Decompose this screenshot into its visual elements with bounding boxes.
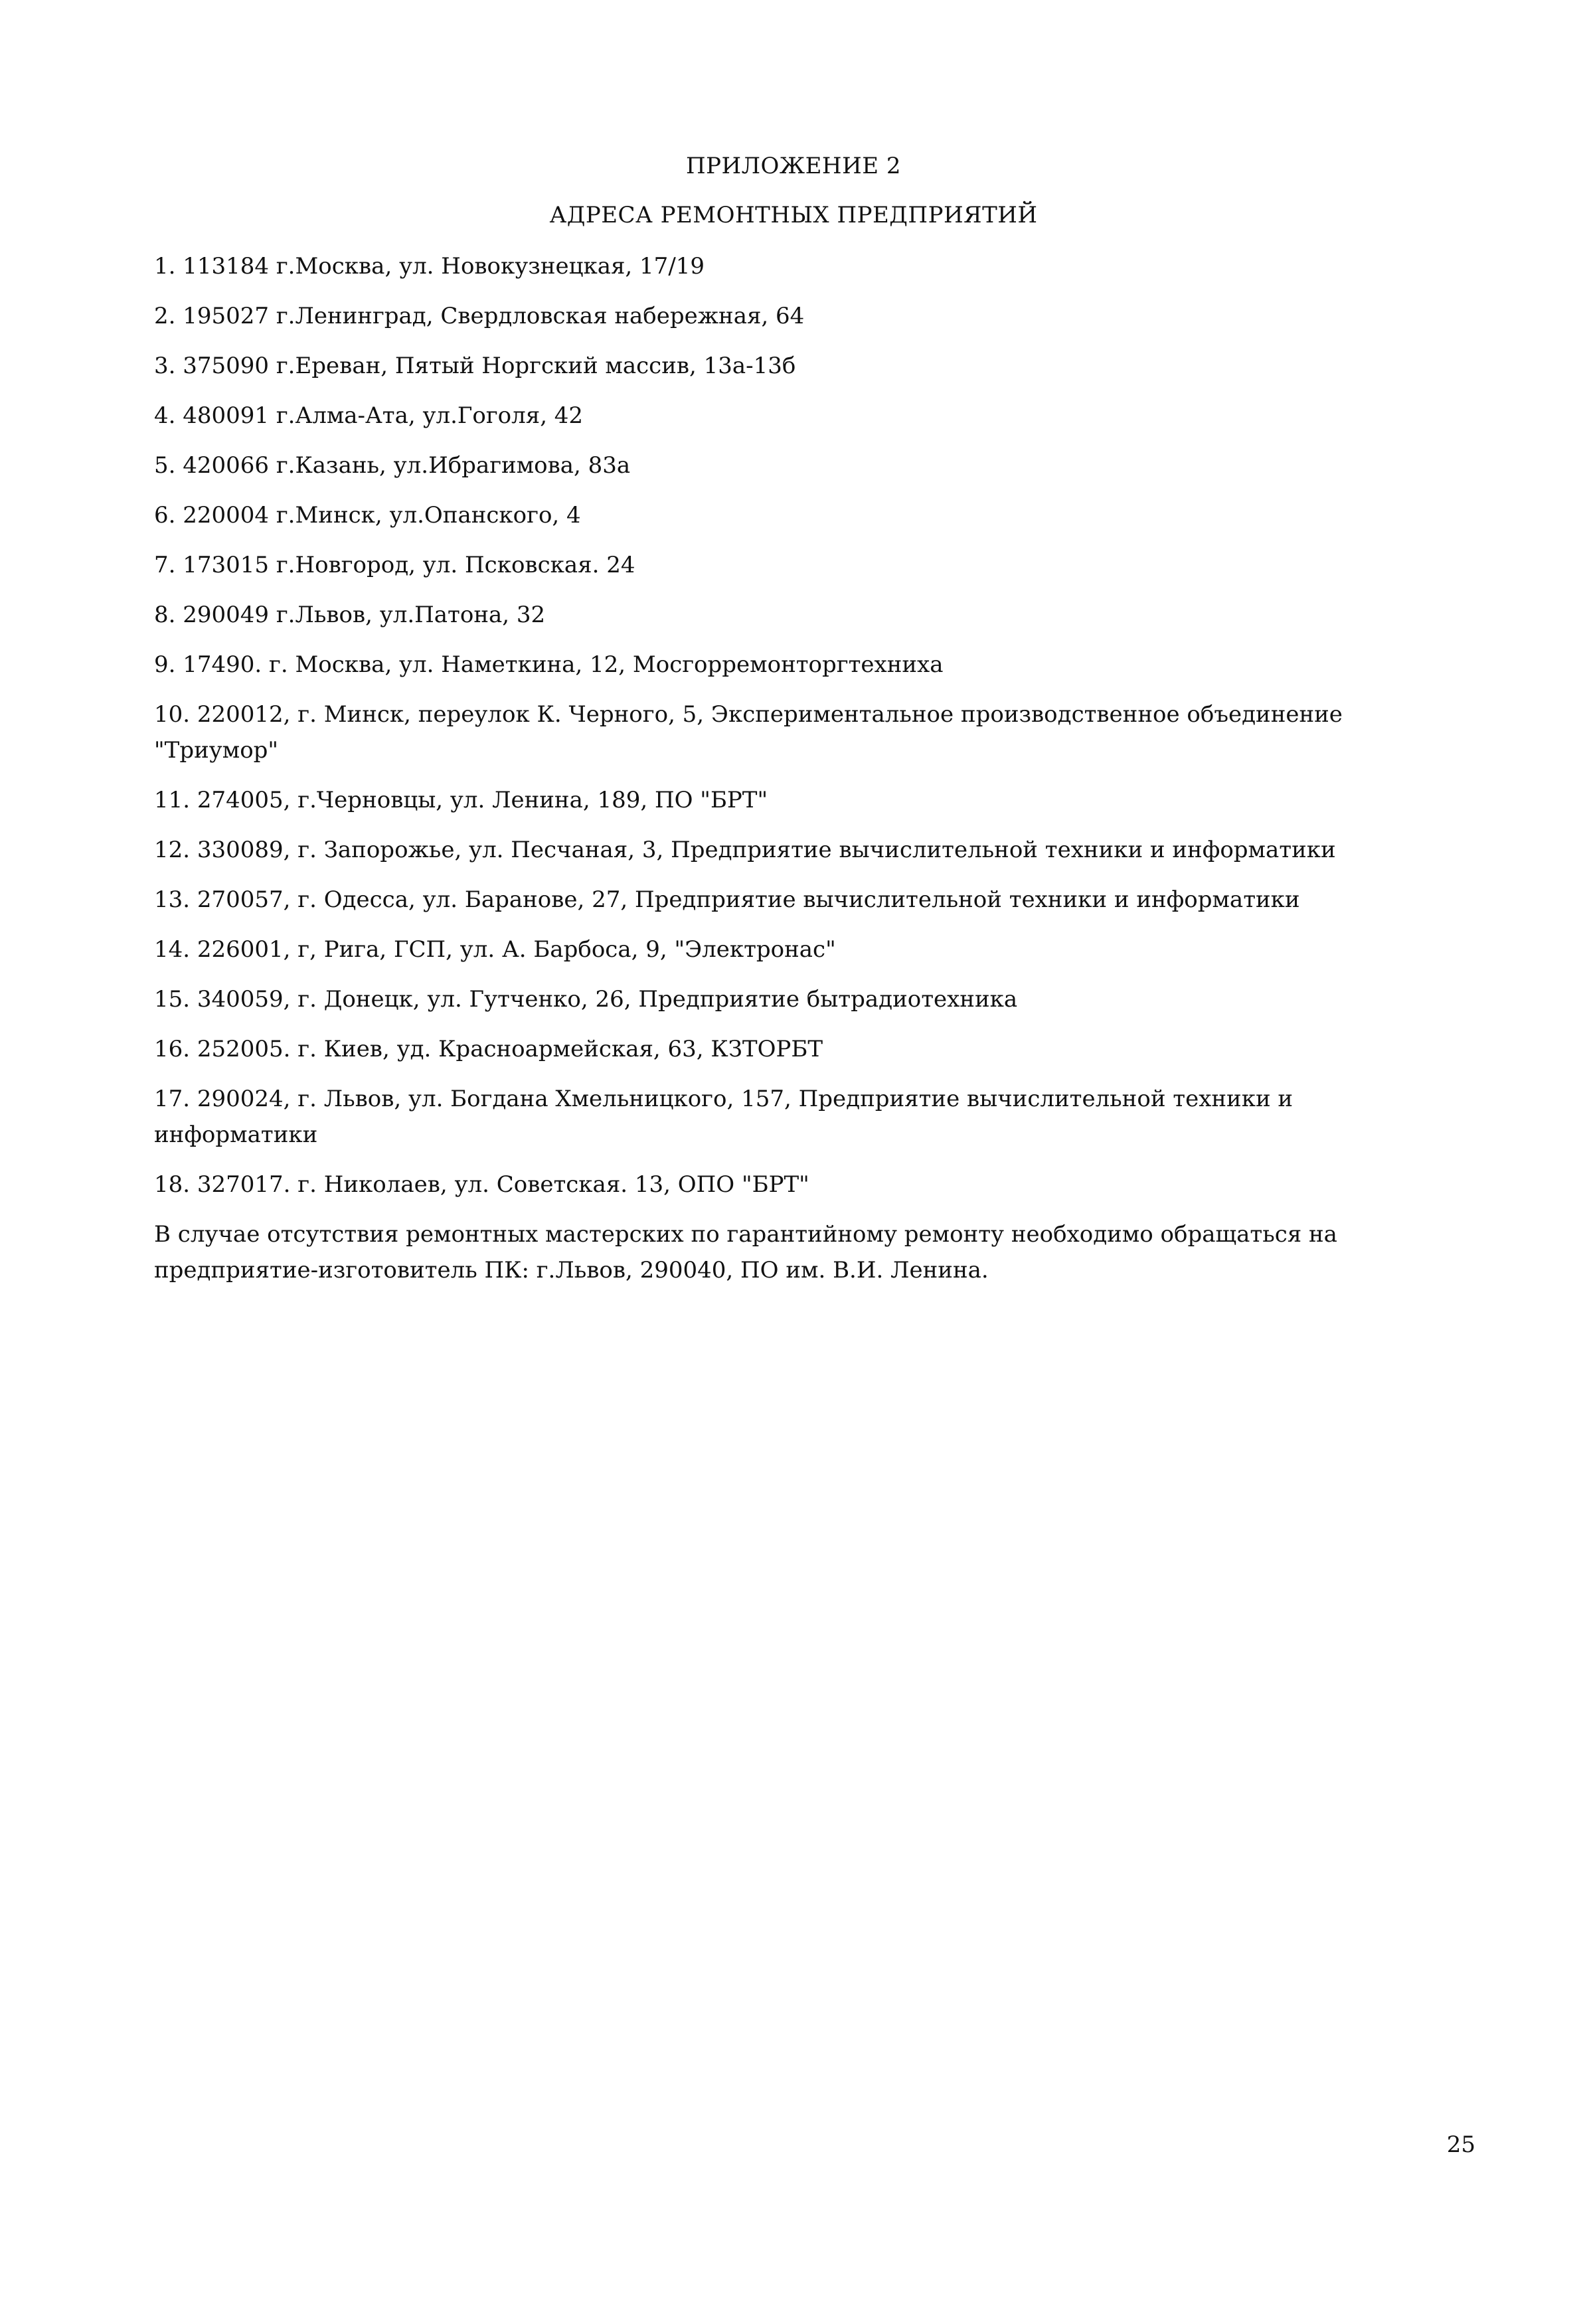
list-item: 9. 17490. г. Москва, ул. Наметкина, 12, Мосгорремонторгтехниха bbox=[154, 651, 944, 678]
list-item: 10. 220012, г. Минск, переулок К. Черного, 5, Экспериментальное производственное объединение "Триумор" bbox=[154, 701, 1343, 764]
list-item: 11. 274005, г.Черновцы, ул. Ленина, 189, ПО "БРТ" bbox=[154, 787, 768, 813]
list-item: 8. 290049 г.Львов, ул.Патона, 32 bbox=[154, 602, 546, 628]
list-item: 14. 226001, г, Рига, ГСП, ул. А. Барбоса, 9, "Электронас" bbox=[154, 936, 836, 963]
list-item: 15. 340059, г. Донецк, ул. Гутченко, 26, Предприятие бытрадиотехника bbox=[154, 986, 1018, 1013]
list-item: 1. 113184 г.Москва, ул. Новокузнецкая, 17/19 bbox=[154, 253, 705, 280]
address-list bbox=[154, 248, 1442, 1288]
list-item: 16. 252005. г. Киев, уд. Красноармейская, 63, КЗТОРБТ bbox=[154, 1036, 823, 1062]
list-item: 18. 327017. г. Николаев, ул. Советская. 13, ОПО "БРТ" bbox=[154, 1171, 809, 1198]
list-item: 3. 375090 г.Ереван, Пятый Норгский массив, 13а-13б bbox=[154, 353, 796, 379]
list-item: 6. 220004 г.Минск, ул.Опанского, 4 bbox=[154, 502, 581, 529]
page-number: 25 bbox=[1446, 2131, 1475, 2158]
list-item: 5. 420066 г.Казань, ул.Ибрагимова, 83а bbox=[154, 452, 631, 479]
warranty-note: В случае отсутствия ремонтных мастерских по гарантийному ремонту необходимо обращаться на предприятие-изготовитель ПК: г.Львов, 290040, ПО им. В.И. Ленина. bbox=[154, 1221, 1337, 1284]
list-item: 2. 195027 г.Ленинград, Свердловская набережная, 64 bbox=[154, 303, 805, 329]
list-item: 7. 173015 г.Новгород, ул. Псковская. 24 bbox=[154, 552, 635, 578]
appendix-heading: ПРИЛОЖЕНИЕ 2 bbox=[685, 153, 901, 179]
list-item: 12. 330089, г. Запорожье, ул. Песчаная, 3, Предприятие вычислительной техники и информатики bbox=[154, 837, 1336, 863]
list-item: 4. 480091 г.Алма-Ата, ул.Гоголя, 42 bbox=[154, 402, 584, 429]
list-item: 13. 270057, г. Одесса, ул. Баранове, 27, Предприятие вычислительной техники и информатики bbox=[154, 886, 1300, 913]
page-title: АДРЕСА РЕМОНТНЫХ ПРЕДПРИЯТИЙ bbox=[549, 202, 1038, 228]
list-item: 17. 290024, г. Львов, ул. Богдана Хмельницкого, 157, Предприятие вычислительной техники и информатики bbox=[154, 1086, 1294, 1148]
